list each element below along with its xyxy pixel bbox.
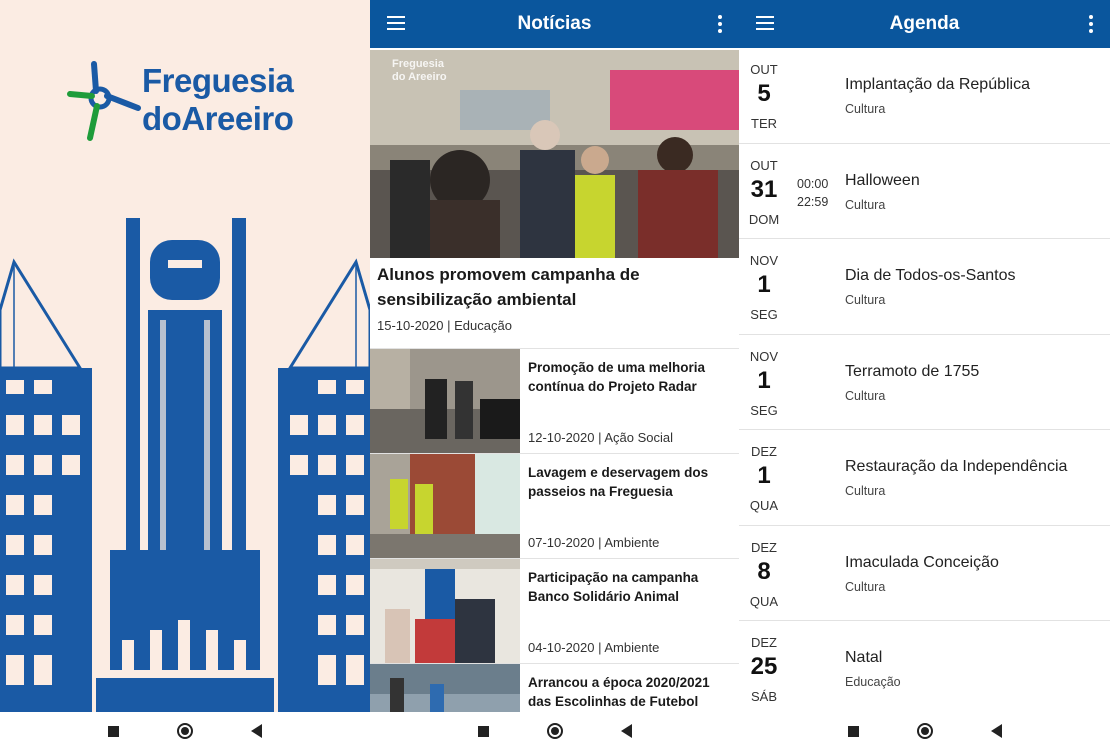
system-nav-bar bbox=[0, 712, 370, 750]
event-row[interactable] bbox=[739, 526, 1110, 622]
hero-title[interactable]: Alunos promovem campanha de sensibilização ambiental bbox=[377, 265, 640, 309]
nav-home-icon[interactable] bbox=[547, 723, 563, 739]
logo-text-line1: Freguesia bbox=[142, 62, 294, 99]
agenda-screen bbox=[739, 0, 1110, 750]
event-name: Natal bbox=[845, 649, 883, 666]
event-name: Dia de Todos-os-Santos bbox=[845, 267, 1016, 284]
news-title: Arrancou a época 2020/2021 das Escolinhas de Futebol bbox=[528, 675, 710, 709]
news-title: Participação na campanha Banco Solidário Animal bbox=[528, 570, 699, 604]
news-meta: 07-10-2020 | Ambiente bbox=[528, 535, 660, 550]
event-weekday: SEG bbox=[750, 307, 778, 322]
event-row[interactable] bbox=[739, 335, 1110, 431]
news-thumbnail bbox=[370, 559, 520, 663]
list-item[interactable] bbox=[370, 348, 739, 453]
hero-image[interactable] bbox=[370, 50, 739, 258]
windmill-logo-icon bbox=[64, 58, 144, 148]
event-name: Terramoto de 1755 bbox=[845, 362, 980, 380]
event-category: Cultura bbox=[845, 579, 886, 594]
event-month: OUT bbox=[750, 62, 778, 77]
logo-text-line2: doAreeiro bbox=[142, 100, 294, 137]
event-day: 5 bbox=[757, 80, 771, 107]
splash-screen bbox=[0, 0, 370, 750]
system-nav-bar bbox=[370, 712, 739, 750]
list-item[interactable] bbox=[370, 558, 739, 663]
event-month: DEZ bbox=[751, 444, 777, 459]
event-day: 8 bbox=[757, 557, 771, 585]
event-month: NOV bbox=[749, 253, 779, 268]
hero-meta: 15-10-2020 | Educação bbox=[377, 318, 512, 333]
nav-recents-icon[interactable] bbox=[108, 726, 119, 737]
news-list bbox=[370, 348, 739, 750]
event-day: 1 bbox=[757, 271, 771, 298]
agenda-list bbox=[739, 48, 1110, 717]
news-thumbnail bbox=[370, 349, 520, 453]
event-month: DEZ bbox=[751, 635, 777, 650]
event-weekday: SÁB bbox=[750, 689, 777, 704]
news-screen bbox=[370, 0, 739, 750]
nav-back-icon[interactable] bbox=[621, 724, 632, 738]
event-row[interactable] bbox=[739, 621, 1110, 717]
event-name: Restauração da Independência bbox=[845, 458, 1068, 475]
event-day: 31 bbox=[750, 175, 778, 203]
event-weekday: QUA bbox=[749, 498, 779, 513]
event-weekday: DOM bbox=[748, 211, 780, 227]
news-thumbnail bbox=[370, 454, 520, 558]
event-day: 1 bbox=[757, 366, 771, 394]
event-time-end: 22:59 bbox=[797, 194, 829, 209]
event-category: Cultura bbox=[845, 484, 886, 498]
event-row[interactable] bbox=[739, 144, 1110, 240]
event-row[interactable] bbox=[739, 48, 1110, 144]
freguesia-logo bbox=[64, 58, 304, 148]
event-time bbox=[797, 175, 828, 211]
news-meta: 04-10-2020 | Ambiente bbox=[528, 640, 660, 655]
event-day: 1 bbox=[757, 462, 771, 489]
event-category: Cultura bbox=[845, 388, 886, 403]
event-category: Cultura bbox=[845, 102, 886, 116]
event-name: Imaculada Conceição bbox=[845, 553, 999, 571]
city-illustration bbox=[0, 200, 370, 712]
menu-icon[interactable] bbox=[387, 16, 405, 30]
event-weekday: SEG bbox=[750, 402, 778, 418]
news-meta: 12-10-2020 | Ação Social bbox=[528, 430, 674, 445]
app-bar bbox=[370, 0, 739, 48]
event-weekday: TER bbox=[751, 116, 777, 131]
page-title: Notícias bbox=[517, 13, 592, 34]
event-month: DEZ bbox=[751, 539, 777, 555]
event-weekday: QUA bbox=[749, 593, 779, 609]
hero-image-tag: Freguesia do Areeiro bbox=[392, 58, 447, 83]
event-month: OUT bbox=[750, 157, 778, 173]
event-category: Cultura bbox=[845, 197, 886, 212]
event-category: Cultura bbox=[845, 293, 886, 307]
news-title: Lavagem e deservagem dos passeios na Freguesia bbox=[528, 465, 709, 499]
page-title: Agenda bbox=[889, 13, 960, 34]
list-item[interactable] bbox=[370, 453, 739, 558]
nav-back-icon[interactable] bbox=[251, 724, 262, 738]
more-vert-icon[interactable] bbox=[718, 15, 722, 33]
event-month: NOV bbox=[749, 348, 779, 364]
event-row[interactable] bbox=[739, 239, 1110, 335]
event-category: Educação bbox=[845, 675, 901, 689]
nav-home-icon[interactable] bbox=[177, 723, 193, 739]
menu-icon[interactable] bbox=[756, 16, 774, 30]
event-row[interactable] bbox=[739, 430, 1110, 526]
event-time-start: 00:00 bbox=[797, 176, 829, 191]
nav-recents-icon[interactable] bbox=[478, 726, 489, 737]
news-title: Promoção de uma melhoria contínua do Projeto Radar bbox=[528, 360, 706, 394]
system-nav-bar bbox=[739, 712, 1110, 750]
nav-recents-icon[interactable] bbox=[848, 726, 859, 737]
event-day: 25 bbox=[750, 653, 778, 680]
more-vert-icon[interactable] bbox=[1089, 15, 1093, 33]
event-name: Implantação da República bbox=[845, 76, 1031, 93]
event-name: Halloween bbox=[845, 171, 920, 189]
app-bar bbox=[739, 0, 1110, 48]
nav-back-icon[interactable] bbox=[991, 724, 1002, 738]
nav-home-icon[interactable] bbox=[917, 723, 933, 739]
